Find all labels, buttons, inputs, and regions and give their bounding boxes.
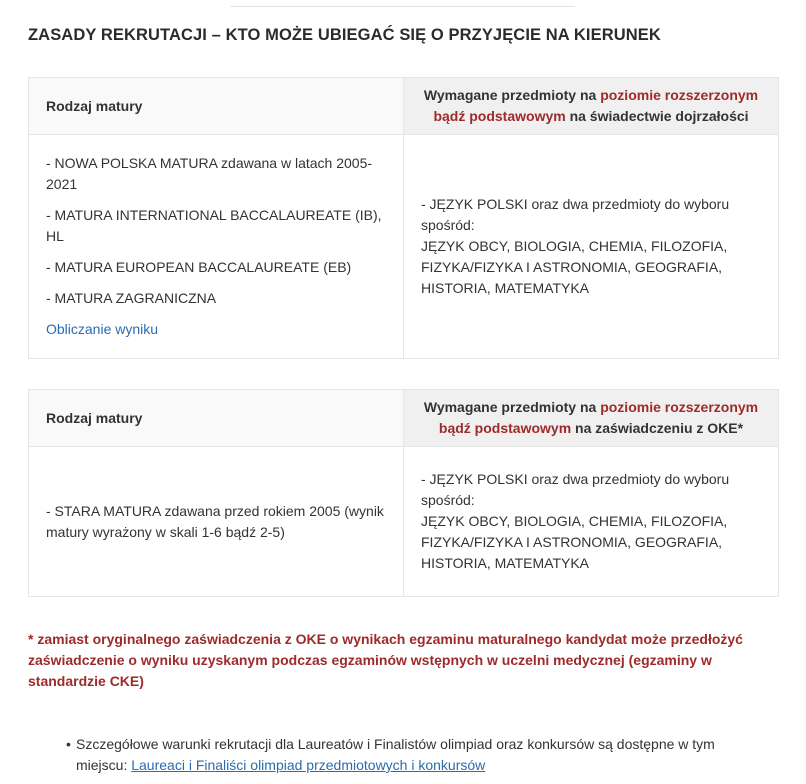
list-item: - MATURA ZAGRANICZNA	[46, 290, 217, 306]
table-row	[29, 447, 779, 597]
recruitment-table-old-matura	[28, 389, 779, 597]
list-item: - STARA MATURA zdawana przed rokiem 2005 (wynik matury wyrażony w skali 1-6 bądź 2-5)	[46, 502, 384, 540]
header-matura-type: Rodzaj matury	[29, 390, 404, 447]
oke-certificate-note: * zamiast oryginalnego zaświadczenia z OKE o wynikach egzaminu maturalnego kandydat może przedłożyć zaświadczenie o wyniku uzyskanym podczas egzaminów wstępnych w uczelni medycznej (egzaminy w standardzie CKE)	[28, 631, 743, 689]
header-text-highlight: poziomie rozszerzonym bądź podstawowym	[433, 87, 759, 124]
info-list	[66, 734, 766, 776]
subjects-list: JĘZYK OBCY, BIOLOGIA, CHEMIA, FILOZOFIA, FIZYKA/FIZYKA I ASTRONOMIA, GEOGRAFIA, HISTORIA, MATEMATYKA	[421, 238, 728, 296]
header-text-highlight: poziomie rozszerzonym bądź podstawowym	[438, 399, 759, 436]
header-text-post: na świadectwie dojrzałości	[565, 108, 749, 124]
required-subjects-cell	[404, 447, 779, 597]
list-item: - MATURA INTERNATIONAL BACCALAUREATE (IB), HL	[46, 207, 382, 244]
recruitment-table-new-matura	[28, 77, 779, 359]
header-text-post: na zaświadczeniu z OKE*	[571, 420, 744, 436]
subjects-intro: - JĘZYK POLSKI oraz dwa przedmioty do wyboru spośród:	[421, 471, 730, 508]
table-row	[29, 135, 779, 359]
table-header-row	[29, 78, 779, 135]
list-item: - NOWA POLSKA MATURA zdawana w latach 2005-2021	[46, 155, 373, 192]
required-subjects-cell	[404, 135, 779, 359]
subjects-list: JĘZYK OBCY, BIOLOGIA, CHEMIA, FILOZOFIA, FIZYKA/FIZYKA I ASTRONOMIA, GEOGRAFIA, HISTORIA, MATEMATYKA	[421, 513, 728, 571]
header-required-subjects	[404, 390, 779, 447]
header-matura-type: Rodzaj matury	[29, 78, 404, 135]
header-text-pre: Wymagane przedmioty na	[423, 87, 601, 103]
header-required-subjects	[404, 78, 779, 135]
table-header-row	[29, 390, 779, 447]
bullet-icon: •	[66, 736, 71, 752]
matura-types-cell	[29, 447, 404, 597]
calculate-result-link[interactable]: Obliczanie wyniku	[46, 321, 159, 337]
list-item-text: Szczegółowe warunki rekrutacji dla Laureatów i Finalistów olimpiad oraz konkursów są dostępne w tym miejscu:	[76, 736, 715, 773]
subjects-intro: - JĘZYK POLSKI oraz dwa przedmioty do wyboru spośród:	[421, 196, 730, 233]
matura-types-cell	[29, 135, 404, 359]
olympiad-laureates-link[interactable]: Laureaci i Finaliści olimpiad przedmiotowych i konkursów	[131, 757, 486, 773]
header-text-pre: Wymagane przedmioty na	[423, 399, 601, 415]
list-item	[66, 734, 766, 776]
list-item: - MATURA EUROPEAN BACCALAUREATE (EB)	[46, 259, 352, 275]
top-divider	[230, 0, 575, 7]
page-title: ZASADY REKRUTACJI – KTO MOŻE UBIEGAĆ SIĘ O PRZYJĘCIE NA KIERUNEK	[28, 26, 661, 44]
